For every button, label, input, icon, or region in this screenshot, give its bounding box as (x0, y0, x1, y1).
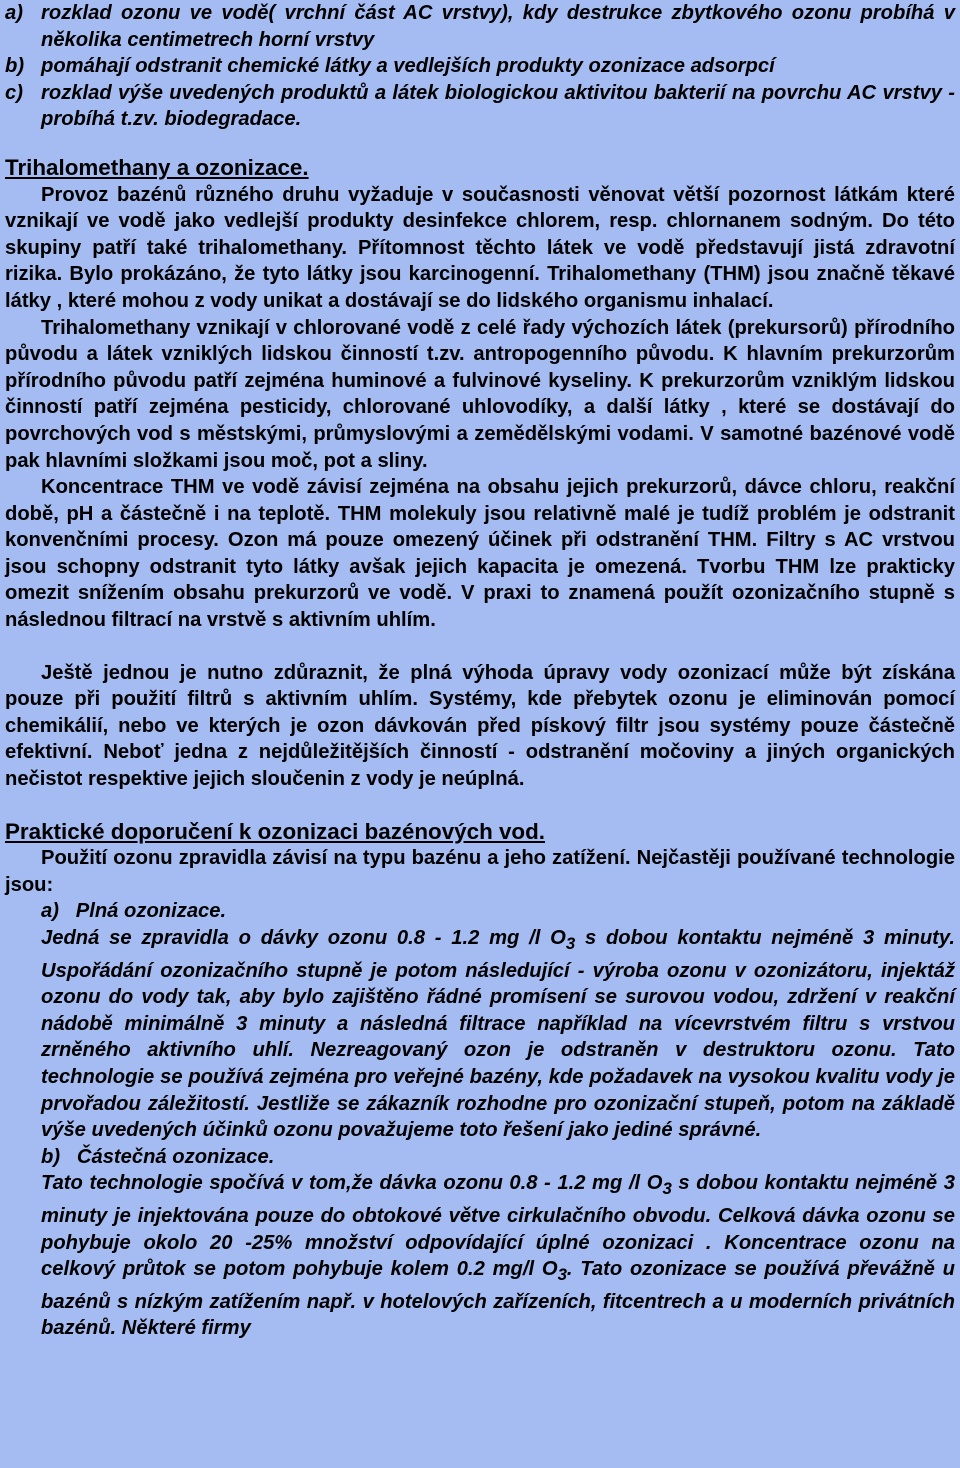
section-heading-doporuceni: Praktické doporučení k ozonizaci bazénových vod. (5, 818, 546, 844)
list-item (5, 80, 955, 133)
paragraph: Koncentrace THM ve vodě závisí zejména na obsahu jejich prekurzorů, dávce chloru, reakční době, pH a částečně i na teplotě. THM molekuly jsou relativně malé je tudíž problém je odstranit konvenčními procesy. Ozon má pouze omezený účinek při odstranění THM. Filtry s AC vrstvou jsou schopny odstranit tyto látky avšak jejich kapacita je omezená. Tvorbu THM lze prakticky omezit snížením obsahu prekurzorů ve vodě. V praxi to znamená použít ozonizačního stupně s následnou filtrací na vrstvě s aktivním uhlím. (5, 476, 955, 632)
item-title: Částečná ozonizace. (76, 1145, 275, 1168)
paragraph: Trihalomethany vznikají v chlorované vodě z celé řady výchozích látek (prekursorů) přírodního původu a látek vzniklých lidskou činností t.zv. antropogenního původu. K hlavním prekurzorům přírodního původu patří zejména huminové a fulvinové kyseliny. K prekurzorům vzniklým lidskou činností patří zejména pesticidy, chlorované uhlovodíky, a další látky , které se dostávají do povrchových vod s městskými, průmyslovými a zemědělskými vodami. V samotné bazénové vodě pak hlavními složkami jsou moč, pot a sliny. (5, 316, 955, 472)
item-body-text: s dobou kontaktu nejméně 3 minuty. Uspořádání ozonizačního stupně je potom následující - výroba ozonu v ozonizátoru, injektáž ozonu do vody tak, aby bylo zajištěno řádné promísení se surovou vodou, zdržení v reakční nádobě minimálně 3 minuty a následná filtrace například na vícevrstvém filtru s vrstvou zrněného aktivního uhlí. Nezreagovaný ozon je odstraněn v destruktoru ozonu. Tato technologie se používá zejména pro veřejné bazény, kde požadavek na vysokou kvalitu vody je prvořadou záležitostí. Jestliže se zákazník rozhodne pro ozonizační stupeň, potom na základě výše uvedených účinků ozonu považujeme toto řešení jako jediné správné. (41, 927, 955, 1142)
item-title: Plná ozonizace. (75, 900, 227, 923)
list-text: rozklad výše uvedených produktů a látek biologickou aktivitou bakterií na povrchu AC vrstvy - probíhá t.zv. biodegradace. (41, 81, 955, 131)
item-body-text: Tato technologie spočívá v tom,že dávka ozonu 0.8 - 1.2 mg /l O (41, 1172, 663, 1195)
item-label: a) (41, 900, 59, 923)
item-body-text: s dobou kontaktu nejméně 3 minuty je injektována pouze do obtokové větve cirkulačního obvodu. Celková dávka ozonu se pohybuje okolo 20 -25% množství odpovídající úplné ozonizaci . Koncentrace ozonu na celkový průtok se potom pohybuje kolem 0.2 mg/l O (41, 1172, 955, 1281)
list-label: c) (5, 81, 23, 104)
list-label: a) (5, 2, 23, 24)
paragraph: Ještě jednou je nutno zdůraznit, že plná výhoda úpravy vody ozonizací může být získána pouze při použití filtrů s aktivním uhlím. Systémy, kde přebytek ozonu je eliminován pomocí chemikálií, nebo ve kterých je ozon dávkován před pískový filtr jsou systémy pouze částečně efektivní. Neboť jedna z nejdůležitějších činností - odstranění močoviny a jiných organických nečistot respektive jejich sloučenin z vody je neúplná. (5, 661, 955, 791)
item-heading (41, 898, 955, 925)
paragraph-intro: Použití ozonu zpravidla závisí na typu bazénu a jeho zatížení. Nejčastěji používané technologie jsou: (5, 847, 955, 896)
subscript: 3 (557, 1265, 567, 1285)
item-heading (41, 1144, 955, 1171)
list-label: b) (5, 55, 25, 78)
subscript: 3 (565, 934, 576, 954)
list-text: rozklad ozonu ve vodě( vrchní část AC vrstvy), kdy destrukce zbytkového ozonu probíhá v několika centimetrech horní vrstvy (41, 2, 955, 51)
list-item (5, 0, 955, 53)
subscript: 3 (662, 1179, 672, 1199)
list-item (5, 53, 955, 80)
list-text: pomáhají odstranit chemické látky a vedlejších produkty ozonizace adsorpcí (41, 55, 775, 78)
item-body (41, 1170, 955, 1342)
top-list (5, 0, 955, 133)
section-heading-trihalomethany: Trihalomethany a ozonizace. (5, 154, 309, 180)
item-body-text: Jedná se zpravidla o dávky ozonu 0.8 - 1.2 mg /l O (41, 927, 566, 949)
item-label: b) (41, 1145, 61, 1168)
item-body (41, 925, 955, 1144)
item-body-text: . Tato ozonizace se používá převážně u bazénů s nízkým zatížením např. v hotelových zařízeních, fitcentrech a u moderních privátních bazénů. Některé firmy (41, 1258, 955, 1340)
paragraph: Provoz bazénů různého druhu vyžaduje v současnosti věnovat větší pozornost látkám které vznikají ve vodě jako vedlejší produkty desinfekce chlorem, resp. chlornanem sodným. Do této skupiny patří také trihalomethany. Přítomnost těchto látek ve vodě představují jistá zdravotní rizika. Bylo prokázáno, že tyto látky jsou karcinogenní. Trihalomethany (THM) jsou značně těkavé látky , které mohou z vody unikat a dostávají se do lidského organismu inhalací. (5, 183, 955, 312)
